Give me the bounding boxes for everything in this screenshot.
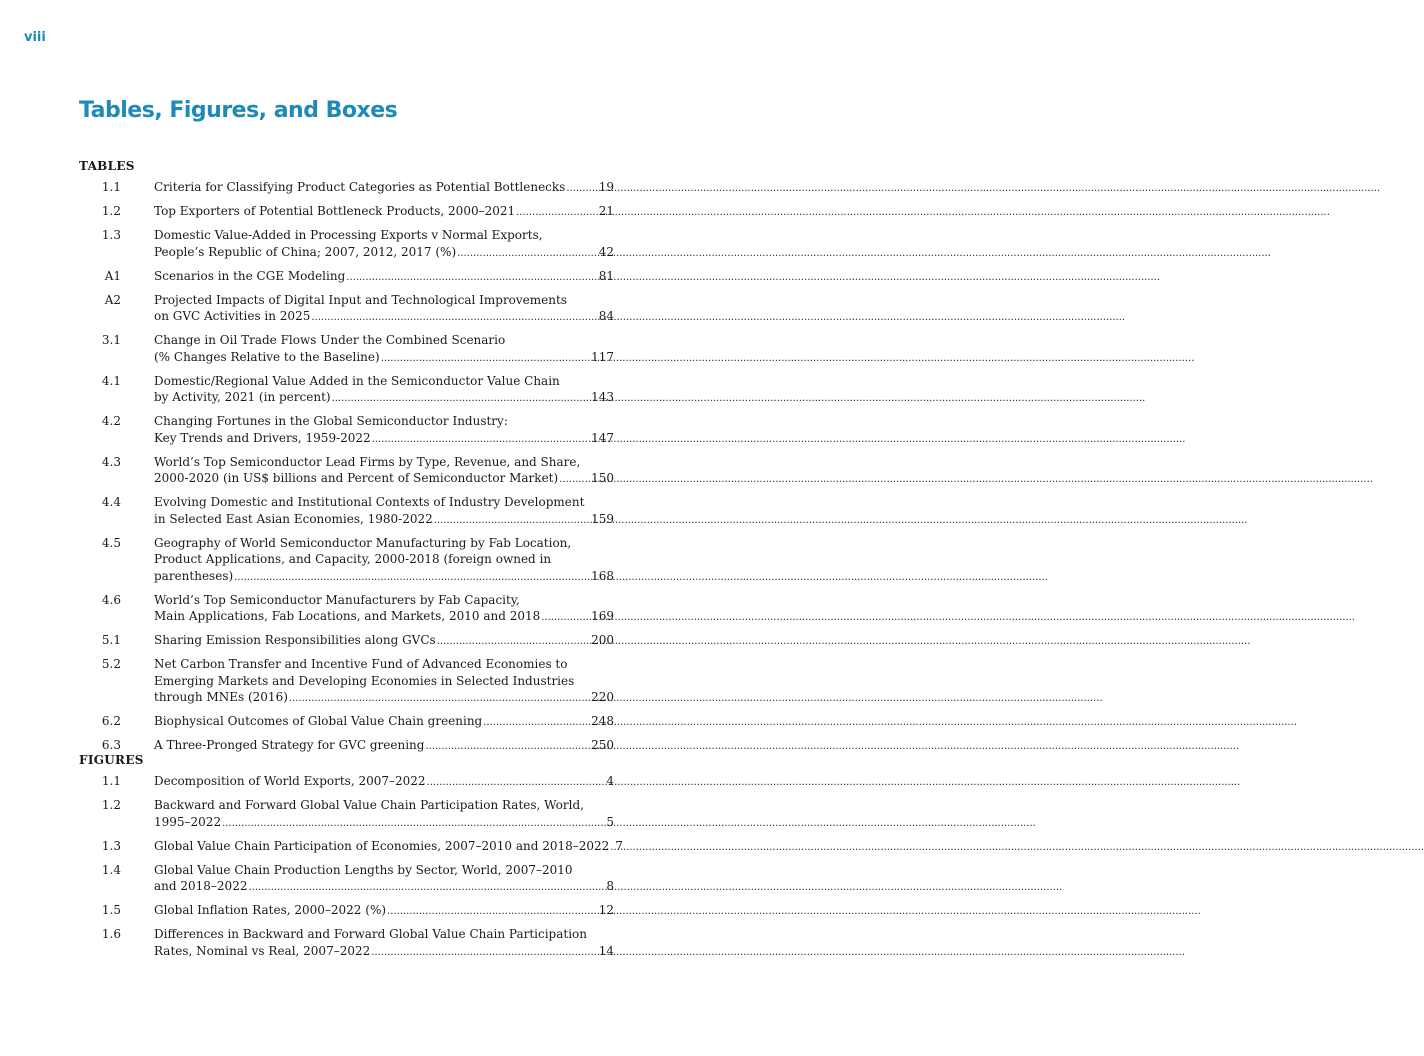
entry-page-number: 150 [591, 471, 614, 485]
entry-body [154, 227, 614, 262]
toc-entry [79, 292, 614, 327]
entry-number: 1.2 [101, 798, 121, 812]
entry-title-text: Decomposition of World Exports, 2007–2022 [154, 774, 426, 788]
entry-title-line [154, 814, 614, 833]
toc-entry [79, 332, 614, 367]
tables-section-title: TABLES [79, 159, 135, 173]
entry-title-text: on GVC Activities in 2025 [154, 309, 311, 323]
toc-entry [79, 179, 614, 198]
entry-title-line [154, 470, 614, 489]
entry-number: 4.1 [101, 373, 121, 388]
toc-entry [79, 454, 614, 489]
entry-body [154, 203, 614, 222]
entry-body [154, 373, 614, 408]
entry-page-number: 250 [591, 738, 614, 752]
entry-body [154, 656, 614, 708]
entry-page-number: 220 [591, 690, 614, 704]
entry-title-text: Criteria for Classifying Product Categories as Potential Bottlenecks [154, 180, 566, 194]
entry-number: 3.1 [101, 333, 121, 347]
tables-section [79, 158, 614, 761]
entry-title-line: World’s Top Semiconductor Lead Firms by Type, Revenue, and Share, [154, 454, 581, 469]
entry-body [154, 713, 614, 732]
entry-number: 5.2 [101, 657, 121, 671]
entry-title-line [154, 773, 614, 792]
toc-entry [79, 373, 614, 408]
entry-body [154, 632, 614, 651]
dot-leader [427, 775, 606, 792]
entry-title-line [154, 568, 614, 587]
entry-title-line: World’s Top Semiconductor Manufacturers by Fab Capacity, [154, 592, 520, 607]
entry-title-text: 2000-2020 (in US$ billions and Percent of Semiconductor Market) [154, 471, 559, 485]
page-number: viii [24, 30, 46, 45]
entry-number: 4.3 [101, 454, 121, 469]
toc-entry [79, 713, 614, 732]
toc-entry [79, 535, 614, 587]
entry-page-number: 14 [598, 943, 614, 958]
entry-title-line [154, 389, 614, 408]
entry-page-number: 147 [591, 430, 614, 445]
entry-title-text: and 2018–2022 [154, 879, 248, 893]
entry-title-text: in Selected East Asian Economies, 1980-2022 [154, 511, 433, 526]
toc-entry [79, 797, 614, 832]
dot-leader [483, 715, 590, 732]
entry-title-line: Product Applications, and Capacity, 2000-2018 (foreign owned in [154, 552, 552, 566]
entry-body [154, 494, 614, 529]
entry-title-line [154, 203, 614, 222]
entry-title-text: People’s Republic of China; 2007, 2012, 2017 (%) [154, 244, 457, 259]
entry-body [154, 332, 614, 367]
entry-number: 1.6 [101, 927, 121, 941]
entry-page-number: 7 [615, 838, 623, 853]
entry-title-line: Global Value Chain Production Lengths by Sector, World, 2007–2010 [154, 862, 573, 877]
entry-number: 1.1 [101, 774, 121, 788]
entry-title-text: Sharing Emission Responsibilities along GVCs [154, 633, 436, 647]
entry-title-line: Differences in Backward and Forward Global Value Chain Participation [154, 927, 587, 941]
page-heading: Tables, Figures, and Boxes [79, 98, 398, 123]
entry-number: 4.5 [101, 535, 121, 550]
toc-entry [79, 773, 614, 792]
entry-title-line: Net Carbon Transfer and Incentive Fund of Advanced Economies to [154, 657, 568, 671]
entry-title-line: Domestic Value-Added in Processing Exports v Normal Exports, [154, 228, 543, 242]
dot-leader [289, 691, 590, 708]
entry-page-number: 12 [598, 903, 614, 917]
dot-leader [559, 472, 590, 489]
entry-title-line [154, 244, 614, 263]
toc-entry [79, 227, 614, 262]
entry-number: 1.5 [101, 903, 121, 917]
entry-title-line [154, 838, 623, 857]
entry-page-number: 42 [598, 244, 614, 259]
toc-entry [79, 203, 614, 222]
entry-number: 4.6 [101, 592, 121, 607]
entry-page-number: 84 [598, 309, 614, 323]
toc-entry [79, 902, 614, 921]
entry-body [154, 179, 614, 198]
entry-number: 1.3 [101, 838, 121, 853]
dot-leader [371, 945, 597, 962]
entry-title-line [154, 713, 614, 732]
entry-title-line [154, 608, 614, 627]
entry-title-line [154, 430, 614, 449]
toc-entry [79, 862, 614, 897]
entry-title-text: Main Applications, Fab Locations, and Markets, 2010 and 2018 [154, 609, 541, 623]
toc-entry [79, 268, 614, 287]
dot-leader [222, 816, 605, 833]
dot-leader [387, 904, 598, 921]
entry-body [154, 292, 614, 327]
entry-title-text: parentheses) [154, 568, 234, 583]
dot-leader [332, 391, 591, 408]
entry-title-line [154, 511, 614, 530]
entry-number: A2 [104, 292, 121, 307]
entry-number: 1.3 [101, 228, 121, 242]
entry-title-text: through MNEs (2016) [154, 690, 288, 704]
dot-leader [437, 634, 590, 651]
entry-page-number: 143 [591, 390, 614, 404]
entry-title-text: Top Exporters of Potential Bottleneck Products, 2000–2021 [154, 204, 516, 218]
entry-title-line: Geography of World Semiconductor Manufacturing by Fab Location, [154, 535, 572, 550]
dot-leader [381, 351, 590, 368]
entry-number: A1 [104, 268, 121, 283]
entry-body [154, 773, 614, 792]
dot-leader [346, 270, 597, 287]
toc-entry [79, 413, 614, 448]
entry-number: 6.3 [101, 738, 121, 752]
dot-leader [248, 880, 605, 897]
entry-body [154, 926, 614, 961]
dot-leader [372, 432, 590, 449]
dot-leader [610, 840, 614, 857]
entry-number: 6.2 [101, 714, 121, 728]
dot-leader [434, 513, 590, 530]
entry-title-line: Domestic/Regional Value Added in the Semiconductor Value Chain [154, 373, 560, 388]
entry-title-text: 1995–2022 [154, 814, 222, 829]
entry-title-text: A Three-Pronged Strategy for GVC greening [154, 738, 425, 752]
toc-entry [79, 592, 614, 627]
entry-title-text: by Activity, 2021 (in percent) [154, 390, 331, 404]
entry-page-number: 81 [598, 268, 614, 283]
entry-number: 1.1 [101, 180, 121, 194]
entry-body [154, 592, 614, 627]
entry-page-number: 21 [598, 204, 614, 218]
entry-page-number: 159 [591, 511, 614, 526]
entry-body [154, 838, 623, 857]
entry-number: 5.1 [101, 633, 121, 647]
entry-page-number: 4 [606, 774, 614, 788]
entry-page-number: 5 [606, 814, 614, 829]
entry-title-line: Backward and Forward Global Value Chain Participation Rates, World, [154, 798, 584, 812]
entry-title-line [154, 878, 614, 897]
entry-title-line: Emerging Markets and Developing Economies in Selected Industries [154, 673, 575, 688]
entry-page-number: 117 [591, 349, 614, 364]
entry-title-text: Biophysical Outcomes of Global Value Chain greening [154, 714, 483, 728]
dot-leader [541, 610, 590, 627]
entry-body [154, 797, 614, 832]
entry-title-line [154, 902, 614, 921]
entry-page-number: 248 [591, 714, 614, 728]
dot-leader [457, 246, 598, 263]
toc-entry [79, 494, 614, 529]
entry-title-line [154, 943, 614, 962]
entry-number: 4.4 [101, 495, 121, 509]
entry-body [154, 902, 614, 921]
entry-title-line [154, 689, 614, 708]
entry-number: 1.4 [101, 862, 121, 877]
entry-title-text: Key Trends and Drivers, 1959-2022 [154, 430, 371, 445]
figures-section [79, 752, 623, 967]
entry-number: 4.2 [101, 414, 121, 428]
entry-title-line [154, 268, 614, 287]
entry-title-line: Change in Oil Trade Flows Under the Combined Scenario [154, 333, 506, 347]
dot-leader [566, 181, 597, 198]
entry-title-text: Rates, Nominal vs Real, 2007–2022 [154, 943, 371, 958]
entry-title-line: Projected Impacts of Digital Input and Technological Improvements [154, 292, 567, 307]
entry-title-line: Evolving Domestic and Institutional Contexts of Industry Development [154, 495, 585, 509]
entry-title-line: Changing Fortunes in the Global Semiconductor Industry: [154, 414, 508, 428]
entry-body [154, 862, 614, 897]
entry-page-number: 200 [591, 633, 614, 647]
entry-title-text: Global Value Chain Participation of Economies, 2007–2010 and 2018–2022 [154, 838, 610, 853]
entry-page-number: 8 [606, 879, 614, 893]
entry-page-number: 169 [591, 609, 614, 623]
entry-title-line [154, 179, 614, 198]
entry-body [154, 535, 614, 587]
toc-entry [79, 926, 614, 961]
entry-number: 1.2 [101, 204, 121, 218]
figures-section-title: FIGURES [79, 753, 144, 767]
entry-page-number: 168 [591, 568, 614, 583]
entry-title-text: Scenarios in the CGE Modeling [154, 268, 346, 283]
toc-entry [79, 632, 614, 651]
entry-title-text: Global Inflation Rates, 2000–2022 (%) [154, 903, 387, 917]
dot-leader [234, 570, 590, 587]
entry-title-line [154, 632, 614, 651]
entry-body [154, 413, 614, 448]
entry-body [154, 454, 614, 489]
entry-title-line [154, 349, 614, 368]
toc-entry [79, 656, 614, 708]
entry-title-line [154, 308, 614, 327]
toc-entry [79, 838, 623, 857]
entry-page-number: 19 [598, 180, 614, 194]
dot-leader [311, 310, 597, 327]
entry-title-text: (% Changes Relative to the Baseline) [154, 349, 380, 364]
entry-body [154, 268, 614, 287]
dot-leader [516, 205, 598, 222]
